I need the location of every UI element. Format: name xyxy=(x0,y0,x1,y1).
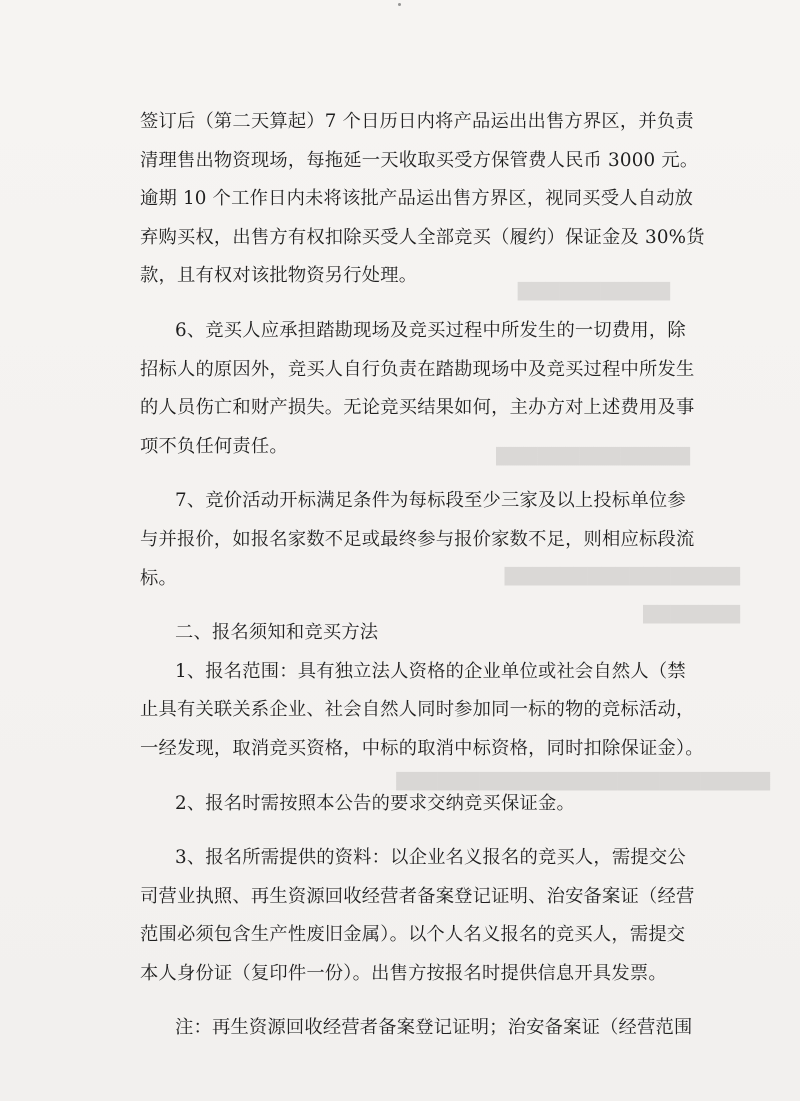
paragraph-gap xyxy=(140,296,688,312)
ghost-text-4: ▇▇▇▇▇▇▇ xyxy=(643,603,740,624)
clause-1-line: 1、报名范围：具有独立法人资格的企业单位或社会自然人（禁 xyxy=(175,660,686,682)
paragraph-line: 款，且有权对该批物资另行处理。 xyxy=(140,265,418,287)
paragraph-gap xyxy=(140,993,688,1009)
paragraph-line: 签订后（第二天算起）7 个日历日内将产品运出出售方界区，并负责 xyxy=(140,111,694,132)
paragraph-gap xyxy=(140,823,688,839)
paragraph-line: 标。 xyxy=(140,567,177,589)
paragraph-line: 与并报价，如报名家数不足或最终参与报价家数不足，则相应标段流 xyxy=(140,528,695,550)
paragraph-line: 逾期 10 个工作日内未将该批产品运出售方界区，视同买受人自动放 xyxy=(140,188,694,210)
ghost-text-1: ▇▇▇▇▇▇▇▇▇▇▇ xyxy=(517,280,670,301)
paragraph-line: 项不负任何责任。 xyxy=(140,435,288,457)
paragraph-gap xyxy=(140,769,688,785)
clause-2-line: 2、报名时需按照本公告的要求交纳竞买保证金。 xyxy=(175,792,575,814)
paragraph-gap xyxy=(140,466,688,482)
section-heading: 二、报名须知和竞买方法 xyxy=(175,622,379,644)
paragraph-line: 的人员伤亡和财产损失。无论竞买结果如何，主办方对上述费用及事 xyxy=(140,397,695,419)
paragraph-line: 弃购买权，出售方有权扣除买受人全部竞买（履约）保证金及 30%货 xyxy=(140,226,705,248)
paragraph-line: 本人身份证（复印件一份）。出售方按报名时提供信息开具发票。 xyxy=(140,962,667,984)
clause-3-line: 3、报名所需提供的资料：以企业名义报名的竞买人，需提交公 xyxy=(175,847,686,869)
ghost-text-5: ▇▇▇▇▇▇▇▇▇▇▇▇▇▇▇▇▇▇▇▇▇▇▇▇▇▇▇ xyxy=(396,770,770,791)
paragraph-line: 一经发现，取消竞买资格，中标的取消中标资格，同时扣除保证金）。 xyxy=(140,737,704,759)
paragraph-gap xyxy=(140,598,688,614)
paragraph-line: 范围必须包含生产性废旧金属）。以个人名义报名的竞买人，需提交 xyxy=(140,924,686,946)
note-line: 注：再生资源回收经营者备案登记证明；治安备案证（经营范围 xyxy=(175,1017,693,1039)
page-top-mark xyxy=(398,3,401,6)
paragraph-line: 招标人的原因外，竞买人自行负责在踏勘现场中及竞买过程中所发生 xyxy=(140,358,695,380)
ghost-text-2: ▇▇▇▇▇▇▇▇▇▇▇▇▇▇ xyxy=(496,445,690,466)
paragraph-line: 司营业执照、再生资源回收经营者备案登记证明、治安备案证（经营 xyxy=(140,885,695,907)
clause-6-line: 6、竞买人应承担踏勘现场及竞买过程中所发生的一切费用，除 xyxy=(175,319,686,341)
clause-7-line: 7、竞价活动开标满足条件为每标段至少三家及以上投标单位参 xyxy=(175,490,686,512)
paragraph-line: 清理售出物资现场，每拖延一天收取买受方保管费人民币 3000 元。 xyxy=(140,149,699,171)
ghost-text-3: ▇▇▇▇▇▇▇▇▇▇▇▇▇▇▇▇▇ xyxy=(504,565,740,586)
document-body xyxy=(140,103,705,1048)
paragraph-line: 止具有关联关系企业、社会自然人同时参加同一标的物的竞标活动， xyxy=(140,699,695,721)
